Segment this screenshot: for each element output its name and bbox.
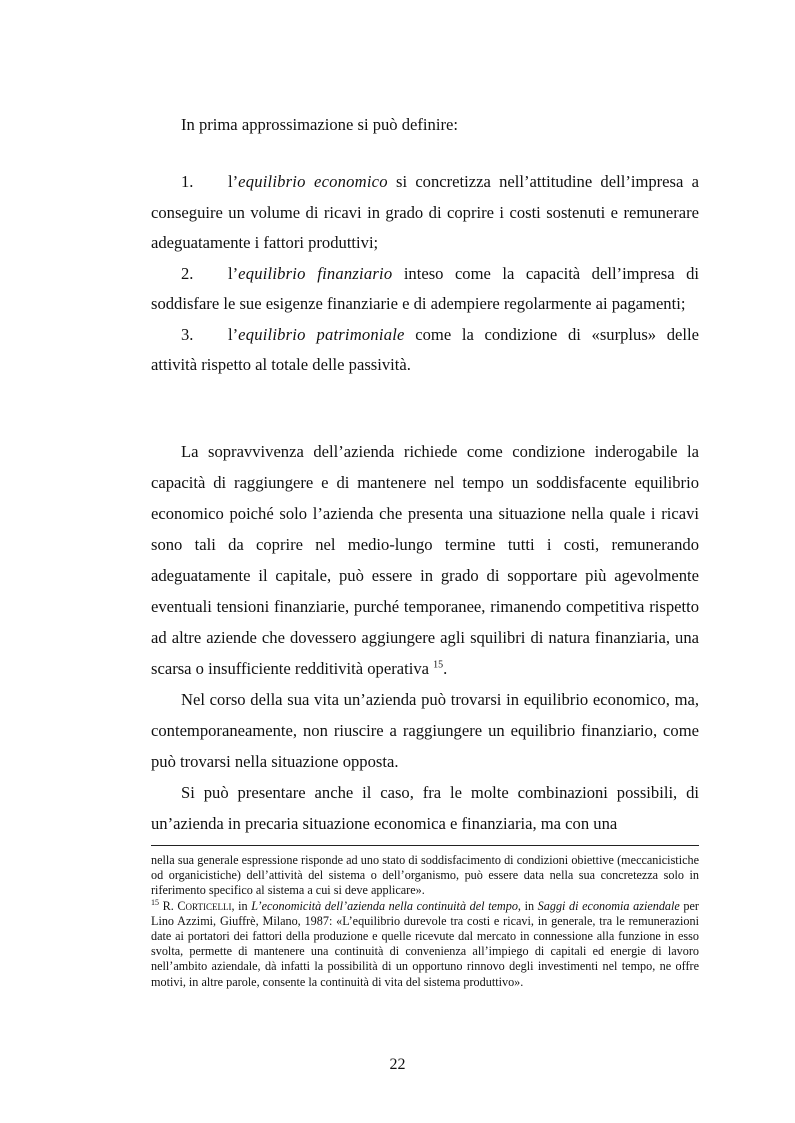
- list-prefix: l’: [228, 324, 239, 344]
- list-item: [151, 259, 699, 320]
- footnotes: [151, 853, 699, 990]
- list-text: come la condizione di «surplus» delle attività rispetto al totale delle passività.: [151, 324, 699, 374]
- list-prefix: l’: [228, 263, 239, 283]
- list-number: 1.: [181, 172, 194, 191]
- footnote-ref-15[interactable]: 15: [433, 659, 444, 671]
- list-number: 3.: [181, 324, 194, 344]
- list-item: [151, 167, 699, 259]
- page-number: 22: [389, 1056, 406, 1073]
- footnote-number: 15: [151, 897, 159, 907]
- footnote-author: Corticelli: [177, 898, 232, 913]
- footnote-continued: nella sua generale espressione risponde ad uno stato di soddisfacimento di condizioni obiettive (meccanicistiche od organicistiche) dell’attività del sistema o dell’organismo, può essere data nella sua concretezza solo in riferimento specifico al sistema a cui si deve applicare».: [151, 853, 699, 898]
- list-item: [151, 320, 699, 381]
- footnote-in: , in: [517, 898, 538, 913]
- list-number: 2.: [181, 263, 194, 283]
- footnote-text: per Lino Azzimi, Giuffrè, Milano, 1987: «L’equilibrio durevole tra costi e ricavi, in generale, tra le remunerazioni date ai portatori dei fattori della produzione e quelle ricevute dal mercato in connessione alla funzione in esso svolta, permette di mantenere una continuità di convenienza all’impiego di capitali ed energie di lavoro nell’ambito aziendale, dà infatti la possibilità di un opportuno rinnovo degli investimenti nel tempo, ne offre motivi, in altre parole, consente la continuità di vita del sistema produttivo».: [151, 898, 699, 989]
- body-paragraphs: [151, 436, 699, 839]
- paragraph-end: .: [443, 659, 448, 678]
- footnote-title: L’economicità dell’azienda nella continuità del tempo: [251, 898, 518, 913]
- paragraph-sopravvivenza: [151, 436, 699, 684]
- footnote-15: [151, 899, 699, 990]
- list-text: si concretizza nell’attitudine dell’impresa a conseguire un volume di ricavi in grado di coprire i costi sostenuti e remunerare adeguatamente i fattori produttivi;: [151, 172, 699, 252]
- footnote-divider: [151, 845, 699, 846]
- footnote-in: , in: [231, 898, 252, 913]
- paragraph-corso-vita: Nel corso della sua vita un’azienda può trovarsi in equilibrio economico, ma, contemporaneamente, non riuscire a raggiungere un equilibrio finanziario, come può trovarsi nella situazione opposta.: [151, 690, 699, 771]
- list-term: equilibrio patrimoniale: [238, 324, 405, 344]
- footnote-author-initial: R.: [159, 898, 178, 913]
- footnote-book: Saggi di economia aziendale: [537, 898, 680, 913]
- paragraph-combinazioni: Si può presentare anche il caso, fra le molte combinazioni possibili, di un’azienda in precaria situazione economica e finanziaria, ma con una: [151, 783, 699, 833]
- list-term: equilibrio finanziario: [238, 263, 393, 283]
- list-term: equilibrio economico: [238, 172, 388, 191]
- list-text: inteso come la capacità dell’impresa di soddisfare le sue esigenze finanziarie e di adempiere regolarmente ai pagamenti;: [151, 263, 700, 313]
- intro-line: In prima approssimazione si può definire:: [181, 115, 458, 134]
- list-prefix: l’: [228, 172, 239, 191]
- equilibrium-list: [151, 167, 699, 381]
- paragraph-text: La sopravvivenza dell’azienda richiede come condizione inderogabile la capacità di raggiungere e di mantenere nel tempo un soddisfacente equilibrio economico poiché solo l’azienda che presenta una situazione nella quale i ricavi sono tali da coprire nel medio-lungo termine tutti i costi, remunerando adeguatamente il capitale, può essere in grado di sopportare più agevolmente eventuali tensioni finanziarie, purché temporanee, rimanendo competitiva rispetto ad altre aziende che dovessero aggiungere agli squilibri di natura finanziaria, una scarsa o insufficiente redditività operativa: [151, 442, 699, 678]
